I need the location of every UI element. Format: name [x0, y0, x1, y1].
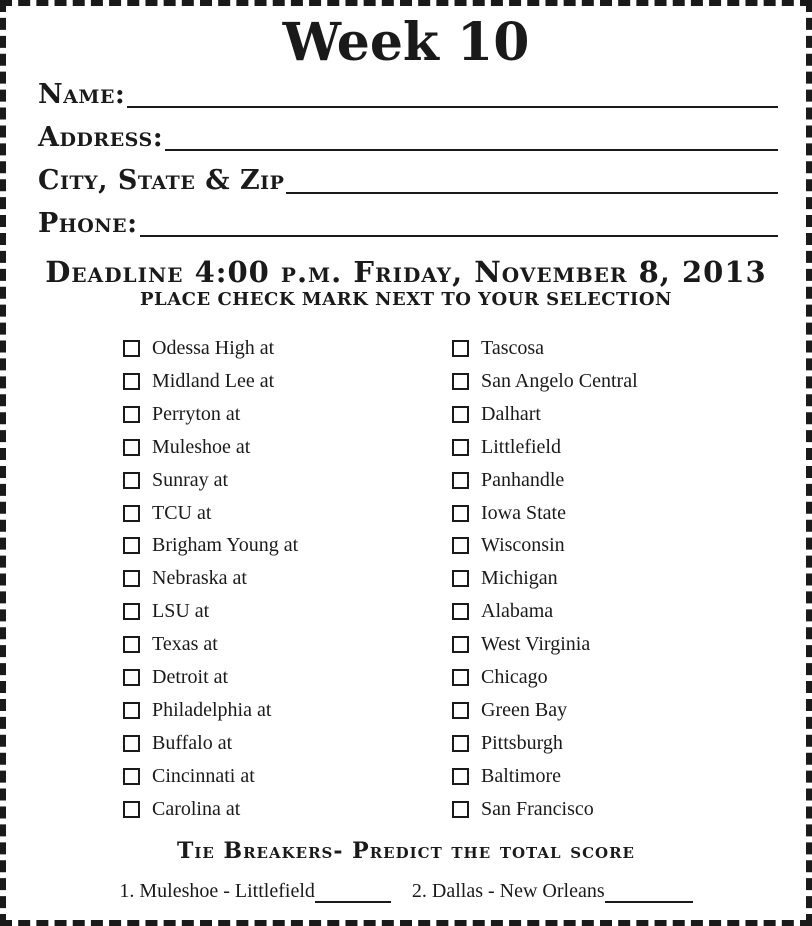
city-state-zip-label: City, State & Zip: [38, 165, 285, 196]
pick-away[interactable]: [123, 696, 271, 724]
pick-home[interactable]: [452, 400, 541, 428]
pick-away[interactable]: [123, 466, 228, 494]
team-name: Chicago: [481, 665, 548, 688]
team-name: Buffalo at: [152, 731, 233, 754]
phone-field[interactable]: [38, 207, 778, 237]
team-name: San Angelo Central: [481, 369, 638, 392]
team-name: Baltimore: [481, 764, 561, 787]
game-row: [0, 367, 812, 400]
game-row: [0, 696, 812, 729]
pick-home[interactable]: [452, 433, 561, 461]
city-state-zip-line[interactable]: [286, 168, 778, 194]
game-row: [0, 663, 812, 696]
address-label: Address:: [38, 122, 164, 153]
city-state-zip-field[interactable]: [38, 164, 778, 194]
game-row: [0, 762, 812, 795]
pick-home[interactable]: [452, 564, 558, 592]
checkbox[interactable]: [123, 636, 140, 653]
checkbox[interactable]: [452, 570, 469, 587]
tie-breaker-blank[interactable]: [315, 883, 391, 903]
pick-away[interactable]: [123, 762, 255, 790]
checkbox[interactable]: [123, 439, 140, 456]
address-line[interactable]: [165, 125, 778, 151]
team-name: Dalhart: [481, 402, 541, 425]
checkbox[interactable]: [452, 439, 469, 456]
game-row: [0, 564, 812, 597]
checkbox[interactable]: [452, 373, 469, 390]
pick-home[interactable]: [452, 630, 590, 658]
checkbox[interactable]: [123, 537, 140, 554]
team-name: Green Bay: [481, 698, 568, 721]
pick-home[interactable]: [452, 466, 564, 494]
pick-away[interactable]: [123, 400, 240, 428]
name-label: Name:: [38, 79, 126, 110]
team-name: Muleshoe at: [152, 435, 251, 458]
checkbox[interactable]: [123, 340, 140, 357]
tie-breaker-label: 2. Dallas - New Orleans: [411, 880, 605, 902]
checkbox[interactable]: [123, 373, 140, 390]
pick-away[interactable]: [123, 729, 232, 757]
game-row: [0, 597, 812, 630]
checkbox[interactable]: [452, 636, 469, 653]
phone-label: Phone:: [38, 208, 138, 239]
pick-home[interactable]: [452, 367, 638, 395]
game-row: [0, 400, 812, 433]
team-name: Alabama: [481, 599, 554, 622]
name-field[interactable]: [38, 78, 778, 108]
pick-away[interactable]: [123, 499, 211, 527]
checkbox[interactable]: [452, 340, 469, 357]
pick-home[interactable]: [452, 531, 565, 559]
team-name: Perryton at: [152, 402, 241, 425]
tie-breaker-item[interactable]: [119, 880, 391, 903]
pick-away[interactable]: [123, 334, 274, 362]
tie-breaker-label: 1. Muleshoe - Littlefield: [119, 880, 315, 902]
game-row: [0, 433, 812, 466]
team-name: Odessa High at: [152, 336, 275, 359]
checkbox[interactable]: [452, 735, 469, 752]
pick-away[interactable]: [123, 630, 218, 658]
checkbox[interactable]: [123, 603, 140, 620]
pick-away[interactable]: [123, 597, 209, 625]
checkbox[interactable]: [123, 472, 140, 489]
pick-home[interactable]: [452, 762, 561, 790]
deadline-heading: Deadline 4:00 p.m. Friday, November 8, 2013: [45, 255, 767, 289]
checkbox[interactable]: [123, 702, 140, 719]
page-title: Week 10: [282, 12, 530, 73]
checkbox[interactable]: [452, 603, 469, 620]
tie-breaker-item[interactable]: [412, 880, 693, 903]
team-name: TCU at: [152, 501, 212, 524]
team-name: Brigham Young at: [152, 533, 299, 556]
game-row: [0, 795, 812, 828]
tie-breakers-row: [0, 880, 812, 903]
team-name: Michigan: [481, 566, 558, 589]
pick-away[interactable]: [123, 795, 240, 823]
team-name: San Francisco: [481, 797, 594, 820]
pick-away[interactable]: [123, 663, 228, 691]
checkbox[interactable]: [123, 801, 140, 818]
pick-home[interactable]: [452, 663, 548, 691]
checkbox[interactable]: [452, 406, 469, 423]
team-name: Midland Lee at: [152, 369, 275, 392]
pick-away[interactable]: [123, 367, 274, 395]
checkbox[interactable]: [452, 669, 469, 686]
checkbox[interactable]: [452, 537, 469, 554]
team-name: Iowa State: [481, 501, 566, 524]
game-row: [0, 499, 812, 532]
tie-breakers-heading: Tie Breakers- Predict the total score: [177, 838, 635, 864]
instruction-text: PLACE CHECK MARK NEXT TO YOUR SELECTION: [140, 289, 672, 310]
team-name: Panhandle: [481, 468, 565, 491]
team-name: Littlefield: [481, 435, 561, 458]
pick-home[interactable]: [452, 499, 566, 527]
checkbox[interactable]: [452, 505, 469, 522]
team-name: Carolina at: [152, 797, 241, 820]
team-name: Nebraska at: [152, 566, 247, 589]
team-name: Philadelphia at: [152, 698, 272, 721]
pick-home[interactable]: [452, 795, 594, 823]
pick-home[interactable]: [452, 696, 567, 724]
checkbox[interactable]: [123, 570, 140, 587]
checkbox[interactable]: [123, 768, 140, 785]
team-name: West Virginia: [481, 632, 591, 655]
pick-home[interactable]: [452, 729, 563, 757]
checkbox[interactable]: [123, 735, 140, 752]
game-row: [0, 531, 812, 564]
address-field[interactable]: [38, 121, 778, 151]
team-name: Cincinnati at: [152, 764, 255, 787]
name-line[interactable]: [127, 82, 778, 108]
checkbox[interactable]: [452, 702, 469, 719]
team-name: Wisconsin: [481, 533, 565, 556]
team-name: LSU at: [152, 599, 210, 622]
team-name: Detroit at: [152, 665, 229, 688]
game-row: [0, 334, 812, 367]
pick-home[interactable]: [452, 334, 544, 362]
tie-breaker-blank[interactable]: [605, 883, 693, 903]
checkbox[interactable]: [123, 406, 140, 423]
phone-line[interactable]: [140, 211, 778, 237]
team-name: Tascosa: [481, 336, 545, 359]
game-row: [0, 466, 812, 499]
team-name: Sunray at: [152, 468, 229, 491]
pick-home[interactable]: [452, 597, 553, 625]
pick-away[interactable]: [123, 564, 247, 592]
pick-away[interactable]: [123, 531, 298, 559]
checkbox[interactable]: [123, 669, 140, 686]
game-row: [0, 729, 812, 762]
checkbox[interactable]: [452, 801, 469, 818]
team-name: Pittsburgh: [481, 731, 563, 754]
checkbox[interactable]: [452, 472, 469, 489]
team-name: Texas at: [152, 632, 218, 655]
checkbox[interactable]: [452, 768, 469, 785]
checkbox[interactable]: [123, 505, 140, 522]
pick-away[interactable]: [123, 433, 250, 461]
game-row: [0, 630, 812, 663]
